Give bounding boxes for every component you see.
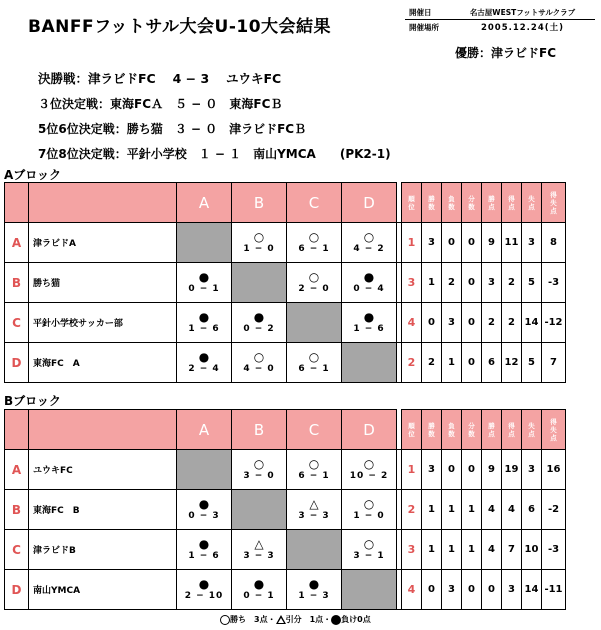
stat-value: 3 — [482, 263, 502, 303]
match-cell — [342, 530, 397, 570]
rank-value: 4 — [402, 570, 422, 610]
stat-value: 14 — [522, 303, 542, 343]
stat-value: 4 — [502, 490, 522, 530]
header-stat: 勝 数 — [422, 410, 442, 450]
header-blank-team — [29, 183, 177, 223]
header-row — [5, 183, 566, 223]
table-row — [5, 530, 566, 570]
match-cell — [287, 343, 342, 383]
match-score: 1 − 3 — [298, 590, 330, 601]
lose-icon: ● — [198, 269, 210, 284]
draw-icon: △ — [309, 496, 319, 511]
match-cell — [177, 303, 232, 343]
win-icon: ○ — [363, 536, 375, 551]
match-score: 6 − 1 — [298, 243, 330, 254]
match-cell — [232, 530, 287, 570]
header-stat: 失 点 — [522, 410, 542, 450]
header-col: D — [342, 410, 397, 450]
stat-value: 1 — [422, 490, 442, 530]
header-stat: 得 失 点 — [542, 183, 566, 223]
win-icon: ○ — [308, 349, 320, 364]
stat-value: 12 — [502, 343, 522, 383]
stat-value: 0 — [482, 570, 502, 610]
stat-value: 7 — [502, 530, 522, 570]
organizer-value: 名古屋WESTフットサルクラブ — [469, 8, 576, 17]
table-row — [5, 450, 566, 490]
self-cell — [177, 223, 232, 263]
self-cell — [177, 450, 232, 490]
match-score: 2 − 4 — [188, 363, 220, 374]
header-stat: 得 失 点 — [542, 410, 566, 450]
header-blank — [5, 183, 29, 223]
match-score: 2 − 10 — [184, 590, 224, 601]
rank-value: 2 — [402, 490, 422, 530]
stat-value: 1 — [422, 263, 442, 303]
self-cell — [342, 343, 397, 383]
stat-value: 2 — [502, 303, 522, 343]
win-icon: ○ — [253, 456, 265, 471]
match-cell — [232, 303, 287, 343]
stat-value: 3 — [442, 570, 462, 610]
stat-value: 0 — [442, 450, 462, 490]
stat-value: 14 — [522, 570, 542, 610]
stat-value: -3 — [542, 530, 566, 570]
team-name: 東海FC A — [29, 343, 177, 383]
stat-value: 0 — [462, 223, 482, 263]
legend-draw: 引分 1点・ — [285, 615, 332, 624]
stat-value: 3 — [502, 570, 522, 610]
stat-value: 19 — [502, 450, 522, 490]
stat-value: 3 — [442, 303, 462, 343]
header-col: B — [232, 183, 287, 223]
stat-value: 2 — [502, 263, 522, 303]
match-score: 10 − 2 — [349, 470, 389, 481]
stat-value: 1 — [442, 343, 462, 383]
table-row — [5, 343, 566, 383]
block-b-table — [4, 409, 566, 610]
match-score: 4 − 2 — [353, 243, 385, 254]
match-score: 1 − 6 — [353, 323, 385, 334]
lose-icon — [331, 615, 341, 625]
stat-value: 1 — [442, 490, 462, 530]
stat-value: 6 — [482, 343, 502, 383]
header-blank-team — [29, 410, 177, 450]
stat-value: 6 — [522, 490, 542, 530]
lose-icon: ● — [308, 576, 320, 591]
stat-value: 1 — [462, 490, 482, 530]
row-index: B — [5, 263, 29, 303]
win-icon: ○ — [308, 229, 320, 244]
stat-value: 3 — [422, 223, 442, 263]
match-score: 1 − 0 — [353, 510, 385, 521]
match-score: 0 − 4 — [353, 283, 385, 294]
stat-value: -12 — [542, 303, 566, 343]
win-icon — [220, 615, 230, 625]
stat-value: -2 — [542, 490, 566, 530]
header-stat: 負 数 — [442, 410, 462, 450]
stat-value: 9 — [482, 450, 502, 490]
row-index: D — [5, 570, 29, 610]
legend-lose: 負け0点 — [341, 615, 371, 624]
table-row — [5, 303, 566, 343]
win-icon: ○ — [253, 229, 265, 244]
header-blank — [5, 410, 29, 450]
rank-value: 3 — [402, 530, 422, 570]
team-name: ユウキFC — [29, 450, 177, 490]
match-cell — [232, 450, 287, 490]
row-index: C — [5, 530, 29, 570]
match-cell — [287, 223, 342, 263]
stat-value: 4 — [482, 490, 502, 530]
win-icon: ○ — [308, 456, 320, 471]
match-cell — [342, 223, 397, 263]
match-cell — [287, 263, 342, 303]
header-stat: 勝 点 — [482, 183, 502, 223]
stat-value: 10 — [522, 530, 542, 570]
header-stat: 順 位 — [402, 183, 422, 223]
table-row — [5, 570, 566, 610]
info-row-date — [405, 6, 595, 20]
stat-value: 0 — [422, 303, 442, 343]
match-cell — [177, 530, 232, 570]
result-fifth: 5位6位決定戦：勝ち猫 ３ − ０ 津ラビドFCＢ — [38, 122, 307, 136]
info-row-venue — [405, 20, 595, 34]
block-a-table — [4, 182, 566, 383]
stat-value: 2 — [482, 303, 502, 343]
match-score: 6 − 1 — [298, 470, 330, 481]
header-stat: 分 数 — [462, 410, 482, 450]
match-cell — [232, 343, 287, 383]
stat-value: 4 — [482, 530, 502, 570]
header-stat: 失 点 — [522, 183, 542, 223]
legend — [220, 614, 371, 625]
rank-value: 2 — [402, 343, 422, 383]
stat-value: 0 — [462, 570, 482, 610]
stat-value: 0 — [442, 223, 462, 263]
block-a-label: Aブロック — [4, 168, 62, 182]
lose-icon: ● — [363, 269, 375, 284]
stat-value: 11 — [502, 223, 522, 263]
match-cell — [342, 303, 397, 343]
match-cell — [232, 223, 287, 263]
rank-value: 1 — [402, 223, 422, 263]
team-name: 平針小学校サッカー部 — [29, 303, 177, 343]
stat-value: 5 — [522, 263, 542, 303]
stat-value: 9 — [482, 223, 502, 263]
rank-value: 3 — [402, 263, 422, 303]
result-seventh: 7位8位決定戦：平針小学校 １ − １ 南山YMCA (PK2-1) — [38, 147, 391, 161]
stat-value: 1 — [422, 530, 442, 570]
stat-value: 0 — [462, 263, 482, 303]
header-col: C — [287, 183, 342, 223]
win-icon: ○ — [253, 349, 265, 364]
win-icon: ○ — [308, 269, 320, 284]
lose-icon: ● — [198, 536, 210, 551]
stat-value: 3 — [422, 450, 442, 490]
row-index: D — [5, 343, 29, 383]
header-stat: 得 点 — [502, 410, 522, 450]
draw-icon: △ — [254, 536, 264, 551]
header-row — [5, 410, 566, 450]
stat-value: 0 — [462, 450, 482, 490]
match-cell — [342, 490, 397, 530]
stat-value: 1 — [442, 530, 462, 570]
row-index: A — [5, 223, 29, 263]
self-cell — [287, 303, 342, 343]
block-b-label: Bブロック — [4, 394, 61, 408]
stat-value: 2 — [422, 343, 442, 383]
stat-value: 1 — [462, 530, 482, 570]
stat-value: 3 — [522, 223, 542, 263]
table-row — [5, 223, 566, 263]
header-stat: 得 点 — [502, 183, 522, 223]
result-third: ３位決定戦：東海FCＡ ５ − ０ 東海FCＢ — [38, 97, 283, 111]
header-col: A — [177, 183, 232, 223]
header-stat: 勝 点 — [482, 410, 502, 450]
lose-icon: ● — [198, 496, 210, 511]
stat-value: 2 — [442, 263, 462, 303]
match-cell — [287, 450, 342, 490]
header-col: B — [232, 410, 287, 450]
match-score: 0 − 1 — [243, 590, 275, 601]
team-name: 勝ち猫 — [29, 263, 177, 303]
stat-value: -11 — [542, 570, 566, 610]
match-cell — [177, 490, 232, 530]
match-score: 1 − 6 — [188, 550, 220, 561]
results-list — [38, 70, 391, 170]
header-stat: 負 数 — [442, 183, 462, 223]
self-cell — [232, 263, 287, 303]
table-row — [5, 490, 566, 530]
match-score: 3 − 0 — [243, 470, 275, 481]
stat-value: 3 — [522, 450, 542, 490]
row-index: C — [5, 303, 29, 343]
stat-value: 7 — [542, 343, 566, 383]
match-cell — [177, 263, 232, 303]
match-cell — [342, 450, 397, 490]
lose-icon: ● — [198, 349, 210, 364]
team-name: 東海FC B — [29, 490, 177, 530]
match-score: 0 − 3 — [188, 510, 220, 521]
team-name: 津ラビドB — [29, 530, 177, 570]
stat-value: 0 — [462, 343, 482, 383]
match-score: 3 − 1 — [353, 550, 385, 561]
match-cell — [232, 570, 287, 610]
match-cell — [177, 343, 232, 383]
win-icon: ○ — [363, 456, 375, 471]
match-score: 2 − 0 — [298, 283, 330, 294]
row-index: B — [5, 490, 29, 530]
match-score: 0 − 2 — [243, 323, 275, 334]
match-score: 1 − 6 — [188, 323, 220, 334]
rank-value: 1 — [402, 450, 422, 490]
stat-value: 0 — [422, 570, 442, 610]
team-name: 南山YMCA — [29, 570, 177, 610]
match-cell — [342, 263, 397, 303]
match-cell — [177, 570, 232, 610]
stat-value: -3 — [542, 263, 566, 303]
match-score: 4 − 0 — [243, 363, 275, 374]
win-icon: ○ — [363, 496, 375, 511]
winner-text: 優勝：津ラビドFC — [455, 46, 557, 60]
page-title: BANFFフットサル大会U-10大会結果 — [28, 17, 332, 37]
table-row — [5, 263, 566, 303]
stat-value: 0 — [462, 303, 482, 343]
match-score: 1 − 0 — [243, 243, 275, 254]
stat-value: 16 — [542, 450, 566, 490]
match-cell — [287, 570, 342, 610]
date-label: 開催日 — [409, 8, 432, 17]
match-cell — [287, 490, 342, 530]
header-stat: 勝 数 — [422, 183, 442, 223]
venue-label: 開催場所 — [409, 22, 439, 32]
match-score: 6 − 1 — [298, 363, 330, 374]
lose-icon: ● — [198, 576, 210, 591]
header-stat: 順 位 — [402, 410, 422, 450]
header-col: D — [342, 183, 397, 223]
stat-value: 5 — [522, 343, 542, 383]
match-score: 0 − 1 — [188, 283, 220, 294]
header-col: A — [177, 410, 232, 450]
self-cell — [342, 570, 397, 610]
match-score: 3 − 3 — [243, 550, 275, 561]
date-value: 2005.12.24(土) — [480, 23, 565, 33]
draw-icon — [276, 615, 286, 624]
self-cell — [232, 490, 287, 530]
event-info — [405, 6, 595, 34]
header-col: C — [287, 410, 342, 450]
lose-icon: ● — [253, 309, 265, 324]
lose-icon: ● — [253, 576, 265, 591]
self-cell — [287, 530, 342, 570]
header-stat: 分 数 — [462, 183, 482, 223]
result-final: 決勝戦：津ラビドFC 4 − 3 ユウキFC — [38, 71, 282, 86]
stat-value: 8 — [542, 223, 566, 263]
win-icon: ○ — [363, 229, 375, 244]
match-score: 3 − 3 — [298, 510, 330, 521]
legend-win: 勝ち 3点・ — [230, 615, 276, 624]
lose-icon: ● — [198, 309, 210, 324]
team-name: 津ラビドA — [29, 223, 177, 263]
lose-icon: ● — [363, 309, 375, 324]
row-index: A — [5, 450, 29, 490]
rank-value: 4 — [402, 303, 422, 343]
